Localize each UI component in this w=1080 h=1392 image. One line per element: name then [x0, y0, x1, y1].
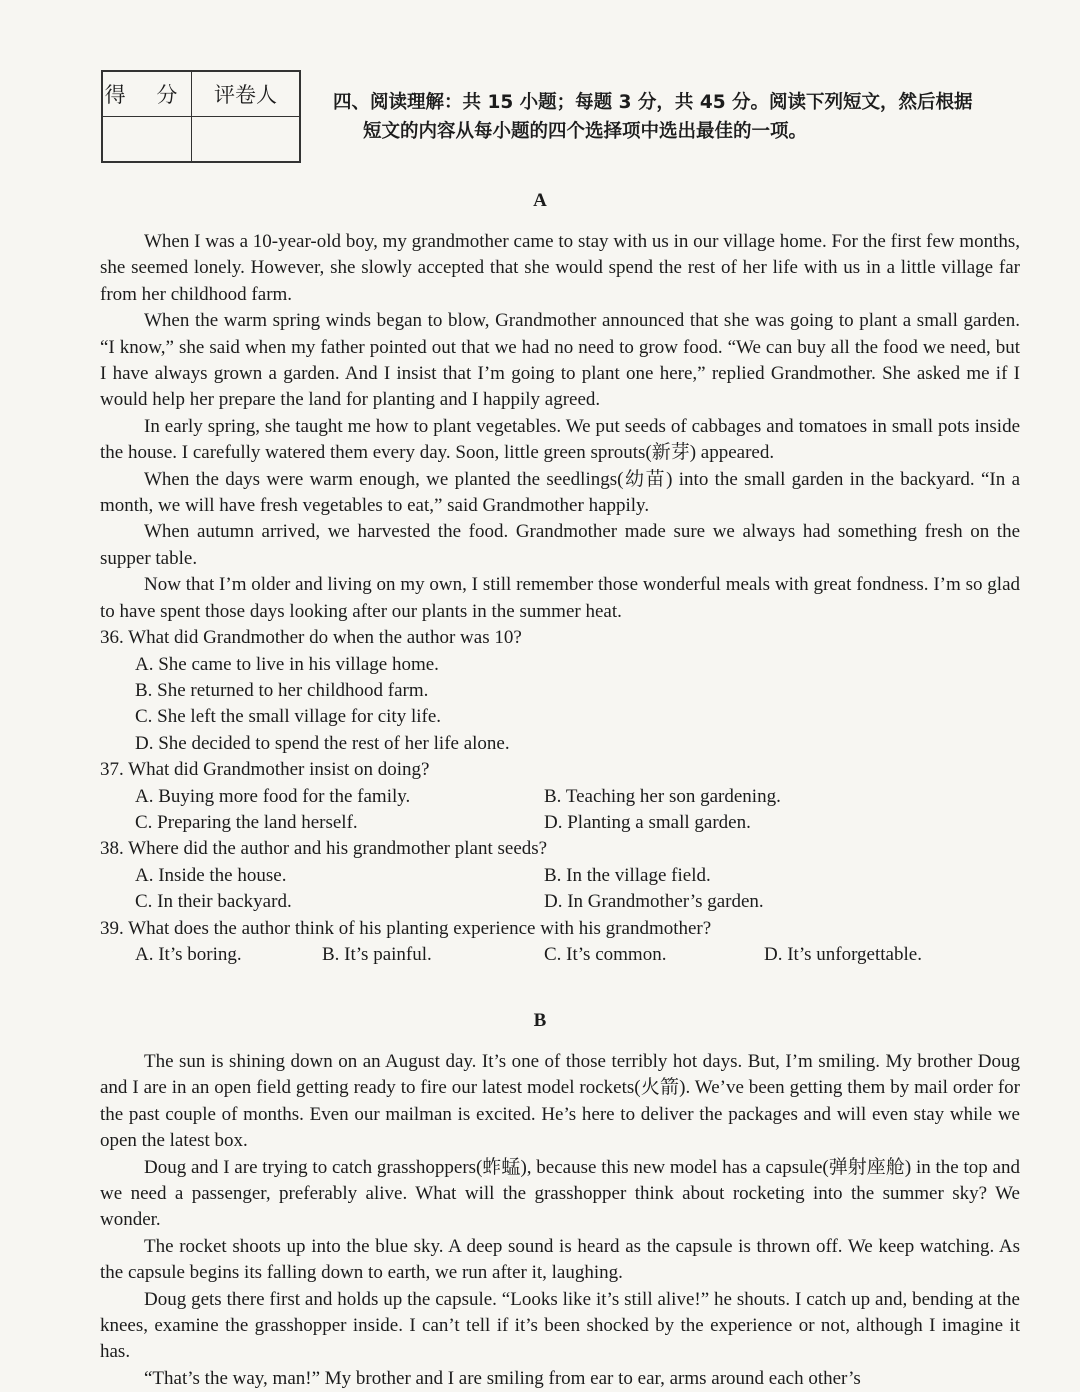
options-39-row	[100, 942, 1020, 968]
option-38-b: B. In the village field.	[544, 864, 711, 886]
option-37-d: D. Planting a small garden.	[544, 811, 751, 833]
grader-cell	[192, 117, 301, 163]
question-37: 37. What did Grandmother insist on doing?	[100, 759, 430, 781]
options-38-row2	[100, 889, 1020, 915]
passage-a-paragraph: Now that I’m older and living on my own, I still remember those wonderful meals with great fondness. I’m so glad to have spent those days looking after our plants in the summer heat.	[100, 574, 1020, 622]
passage-a-paragraph: In early spring, she taught me how to plant vegetables. We put seeds of cabbages and tomatoes in small pots inside the house. I carefully watered them every day. Soon, little green sprouts(新芽) appeared.	[100, 415, 1020, 464]
option-39-a: A. It’s boring.	[135, 943, 242, 965]
passage-a-paragraph: When autumn arrived, we harvested the food. Grandmother made sure we always had something fresh on the supper table.	[100, 521, 1020, 569]
passage-b-paragraph: The sun is shining down on an August day. It’s one of those terribly hot days. But, I’m smiling. My brother Doug and I are in an open field getting ready to fire our latest model rockets(火箭). We’ve been getting them by mail order for the past couple of months. Even our mailman is excited. He’s here to deliver the packages and will even stay while we open the latest box.	[100, 1051, 1020, 1152]
option-39-b: B. It’s painful.	[322, 943, 432, 965]
option-36-c: C. She left the small village for city life.	[135, 706, 442, 728]
score-label: 得 分	[102, 71, 192, 117]
passage-a	[100, 229, 1020, 968]
option-38-d: D. In Grandmother’s garden.	[544, 891, 764, 913]
passage-b-heading: B	[533, 1010, 547, 1031]
passage-a-heading: A	[533, 190, 547, 211]
option-39-c: C. It’s common.	[544, 943, 667, 965]
passage-a-paragraph: When I was a 10-year-old boy, my grandmother came to stay with us in our village home. For the first few months, she seemed lonely. However, she slowly accepted that she would spend the rest of her life with us in a little village far from her childhood farm.	[100, 231, 1020, 305]
options-38-row1	[100, 863, 1020, 889]
question-36: 36. What did Grandmother do when the author was 10?	[100, 627, 522, 649]
score-cell	[102, 117, 192, 163]
section-instructions-line2: 短文的内容从每小题的四个选择项中选出最佳的一项。	[363, 121, 808, 142]
option-36-b: B. She returned to her childhood farm.	[135, 679, 429, 701]
option-37-b: B. Teaching her son gardening.	[544, 785, 781, 807]
question-38: 38. Where did the author and his grandmother plant seeds?	[100, 838, 548, 860]
section-instructions-line1: 四、阅读理解：共 15 小题；每题 3 分，共 45 分。阅读下列短文，然后根据	[333, 92, 973, 113]
score-box	[101, 70, 301, 163]
option-39-d: D. It’s unforgettable.	[764, 943, 922, 965]
option-38-c: C. In their backyard.	[135, 891, 292, 913]
passage-b-paragraph: Doug and I are trying to catch grasshoppers(蚱蜢), because this new model has a capsule(弹射座舱) in the top and we need a passenger, preferably alive. What will the grasshopper think about rocketing into the summer sky? We wonder.	[100, 1156, 1020, 1231]
option-36-a: A. She came to live in his village home.	[135, 653, 439, 675]
passage-b-paragraph: Doug gets there first and holds up the capsule. “Looks like it’s still alive!” he shouts. I catch up and, bending at the knees, examine the grasshopper inside. I can’t tell if it’s been shocked by the experience or not, although I imagine it has.	[100, 1288, 1020, 1363]
option-37-a: A. Buying more food for the family.	[135, 785, 411, 807]
passage-a-paragraph: When the days were warm enough, we planted the seedlings(幼苗) into the small garden in the backyard. “In a month, we will have fresh vegetables to eat,” said Grandmother happily.	[100, 468, 1020, 517]
passage-b-paragraph: The rocket shoots up into the blue sky. A deep sound is heard as the capsule is thrown off. We keep watching. As the capsule begins its falling down to earth, we run after it, laughing.	[100, 1235, 1020, 1284]
grader-label: 评卷人	[192, 71, 301, 117]
passage-b	[100, 1049, 1020, 1392]
option-38-a: A. Inside the house.	[135, 864, 287, 886]
option-37-c: C. Preparing the land herself.	[135, 811, 358, 833]
option-36-d: D. She decided to spend the rest of her life alone.	[135, 732, 510, 754]
section-instructions	[333, 88, 1033, 146]
options-37-row1	[100, 784, 1020, 810]
options-37-row2	[100, 810, 1020, 836]
question-39: 39. What does the author think of his planting experience with his grandmother?	[100, 917, 712, 939]
passage-a-paragraph: When the warm spring winds began to blow, Grandmother announced that she was going to plant a small garden. “I know,” she said when my father pointed out that we had no need to grow food. “We can buy all the food we need, but I have always grown a garden. And I insist that I’m going to plant one here,” replied Grandmother. She asked me if I would help her prepare the land for planting and I happily agreed.	[100, 310, 1020, 411]
passage-b-paragraph: “That’s the way, man!” My brother and I are smiling from ear to ear, arms around each other’s	[144, 1367, 861, 1389]
